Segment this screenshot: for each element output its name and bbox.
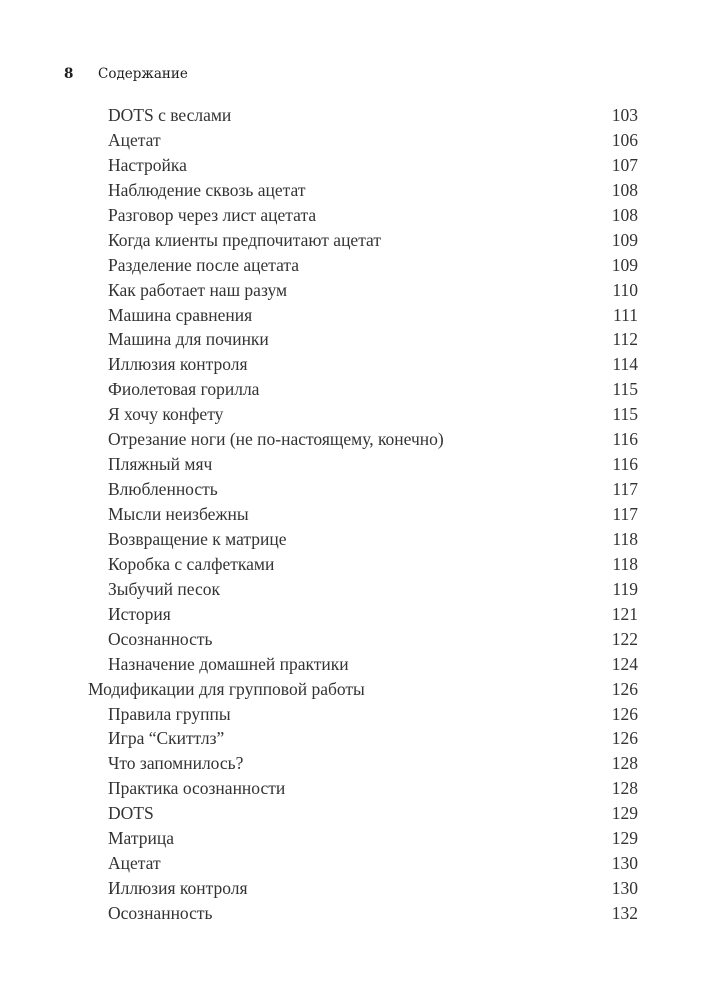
toc-entry [0,228,703,253]
toc-entry [0,203,703,228]
toc-entry-title: История [108,603,171,624]
toc-entry [0,627,703,652]
toc-entry-page: 124 [611,653,638,674]
toc-entry [0,527,703,552]
toc-entry-title: Я хочу конфету [108,404,224,425]
toc-entry-title: Иллюзия контроля [108,354,248,375]
toc-entry [0,577,703,602]
toc-entry [0,726,703,751]
toc-entry [0,103,703,128]
section-title: Содержание [98,66,188,82]
toc-entry-page: 122 [611,628,638,649]
toc-entry-page: 118 [612,553,638,574]
toc-entry-title: Матрица [108,828,174,849]
toc-entry-title: Зыбучий песок [108,578,221,599]
toc-entry-page: 112 [612,329,638,350]
page-number: 8 [64,66,74,82]
toc-entry [0,502,703,527]
toc-entry-title: Отрезание ноги (не по-настоящему, конечно) [108,429,444,450]
toc-entry-title: Наблюдение сквозь ацетат [108,179,306,200]
toc-entry [0,452,703,477]
toc-entry-title: Осознанность [108,628,213,649]
toc-entry-page: 126 [611,703,638,724]
toc-entry-title: Мысли неизбежны [108,504,249,524]
toc-entry [0,327,703,352]
toc-entry [0,402,703,427]
toc-entry [0,352,703,377]
toc-entry-page: 119 [612,578,638,599]
toc-entry-page: 115 [612,379,638,400]
toc-entry [0,427,703,452]
toc-entry-page: 108 [611,204,638,225]
toc-entry-title: Что запомнилось? [108,753,244,774]
toc-entry-page: 129 [611,803,638,824]
toc-entry-title: Машина для починки [108,329,269,350]
toc-entry-title: Возвращение к матрице [108,528,287,549]
running-header [64,66,188,82]
toc-entry-page: 130 [611,878,638,899]
toc-entry [0,178,703,203]
toc-entry [0,128,703,153]
toc-entry-page: 128 [611,753,638,774]
toc-entry-title: Ацетат [108,853,161,874]
toc-entry-page: 107 [611,154,638,175]
toc-entry [0,303,703,328]
toc-entry-page: 115 [612,404,638,425]
toc-entry-title: Практика осознанности [108,778,286,799]
toc-entry [0,552,703,577]
toc-entry [0,751,703,776]
toc-entry [0,153,703,178]
toc-entry-page: 103 [611,105,638,125]
toc-entry [0,677,703,702]
toc-entry-title: Осознанность [108,903,213,923]
toc-entry [0,776,703,801]
toc-entry-page: 121 [611,603,638,624]
toc-entry-page: 126 [611,728,638,749]
toc-entry-page: 132 [611,903,638,923]
toc-entry-title: Когда клиенты предпочитают ацетат [108,229,382,250]
toc-entry-title: Правила группы [108,703,231,724]
toc-entry-title: Как работает наш разум [108,279,288,300]
toc-entry-title: Ацетат [108,129,161,150]
toc-entry-title: Машина сравнения [108,304,253,325]
toc-entry-title: Настройка [108,154,187,175]
toc-entry-page: 117 [612,479,638,500]
toc-entry-page: 108 [611,179,638,200]
toc-entry [0,253,703,278]
toc-entry [0,652,703,677]
toc-entry-page: 128 [611,778,638,799]
toc-entry [0,901,703,926]
toc-entry-title: Пляжный мяч [108,454,213,475]
toc-entry-title: DOTS [108,803,154,824]
table-of-contents [0,103,703,926]
toc-entry-page: 114 [612,354,638,375]
toc-entry-title: Назначение домашней практики [108,653,349,674]
toc-entry-title: Коробка с салфетками [108,553,275,574]
toc-entry-page: 109 [611,229,638,250]
toc-entry-page: 111 [613,304,638,325]
toc-entry [0,826,703,851]
toc-entry-title: Разделение после ацетата [108,254,300,275]
toc-entry [0,377,703,402]
toc-entry-page: 109 [611,254,638,275]
toc-entry-title: Игра “Скиттлз” [108,728,225,749]
toc-entry [0,702,703,727]
toc-entry [0,801,703,826]
toc-entry-title: Фиолетовая горилла [108,379,260,400]
toc-entry-page: 116 [612,429,638,450]
toc-entry-title: DOTS с веслами [108,105,232,125]
toc-entry [0,876,703,901]
toc-entry-page: 126 [611,678,638,699]
toc-entry-title: Разговор через лист ацетата [108,204,317,225]
toc-entry-title: Модификации для групповой работы [88,678,365,699]
toc-entry-page: 129 [611,828,638,849]
toc-entry [0,851,703,876]
toc-entry-page: 110 [612,279,638,300]
toc-entry-title: Влюбленность [108,479,218,500]
toc-entry-page: 118 [612,528,638,549]
toc-entry [0,278,703,303]
toc-entry [0,602,703,627]
toc-entry-page: 130 [611,853,638,874]
toc-entry-page: 116 [612,454,638,475]
toc-entry [0,477,703,502]
toc-entry-page: 106 [611,129,638,150]
toc-entry-page: 117 [612,504,638,524]
toc-entry-title: Иллюзия контроля [108,878,248,899]
